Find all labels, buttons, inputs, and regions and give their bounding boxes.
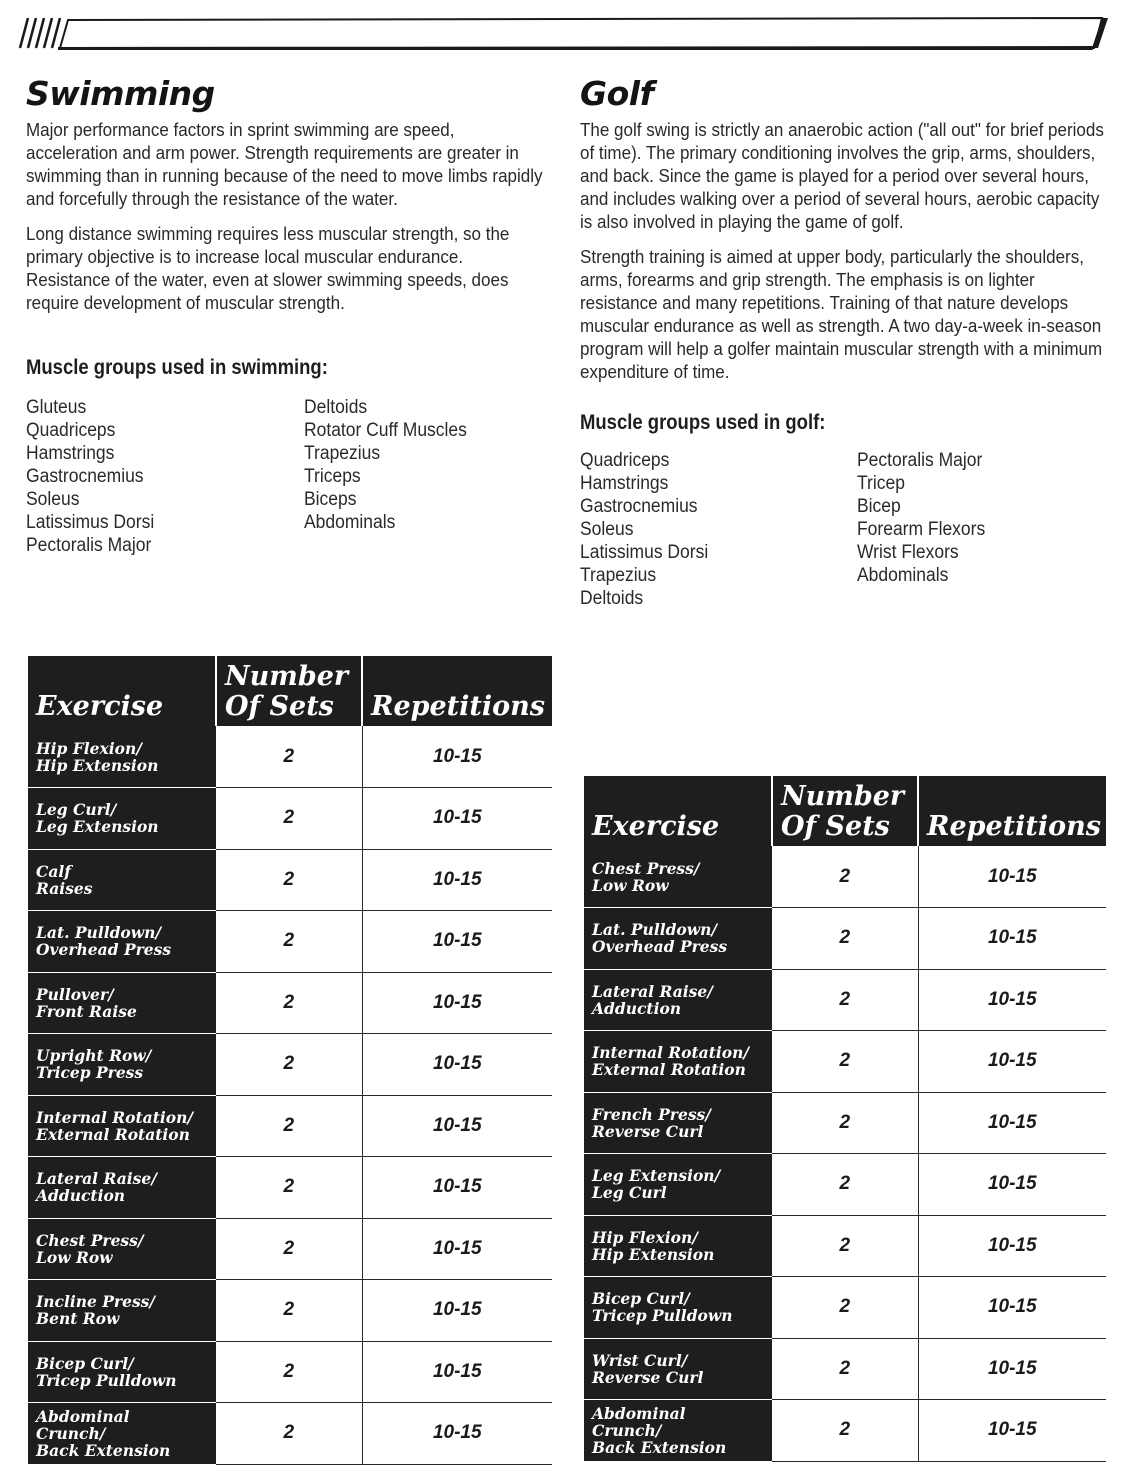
list-item: Deltoids: [580, 588, 644, 609]
list-item: Hamstrings: [580, 473, 669, 494]
header-rule: [18, 14, 1110, 54]
reps-value: 10-15: [918, 1031, 1106, 1093]
exercise-name: [584, 1092, 772, 1154]
table-row: [584, 1092, 1106, 1154]
golf-title: Golf: [580, 74, 654, 113]
reps-value: 10-15: [362, 911, 552, 973]
exercise-name: [28, 911, 216, 973]
exercise-name: [28, 1095, 216, 1157]
reps-value: 10-15: [362, 788, 552, 850]
exercise-name-line: Low Row: [36, 1247, 113, 1267]
table-row: [584, 1154, 1106, 1216]
sets-header: [772, 776, 918, 846]
list-item: Deltoids: [304, 397, 368, 418]
sets-value: 2: [772, 1092, 918, 1154]
reps-value: 10-15: [362, 726, 552, 788]
reps-value: 10-15: [918, 1215, 1106, 1277]
exercise-name-line: Leg Curl: [592, 1183, 667, 1203]
exercise-name: [584, 1400, 772, 1462]
exercise-name: [28, 1280, 216, 1342]
exercise-name-line: Bent Row: [36, 1309, 120, 1329]
exercise-name-line: Adduction: [592, 998, 682, 1018]
golf-section: [580, 74, 1108, 610]
list-item: Tricep: [857, 473, 905, 494]
swimming-title: Swimming: [26, 74, 215, 113]
sets-value: 2: [772, 1154, 918, 1216]
table-row: [28, 1095, 552, 1157]
exercise-header: Exercise: [584, 776, 772, 846]
sets-value: 2: [216, 726, 362, 788]
table-row: [584, 969, 1106, 1031]
table-row: [28, 1034, 552, 1096]
reps-value: 10-15: [918, 908, 1106, 970]
exercise-name-line: External Rotation: [36, 1124, 190, 1144]
table-row: [28, 1341, 552, 1403]
reps-value: 10-15: [918, 969, 1106, 1031]
exercise-name-line: Overhead Press: [592, 937, 728, 957]
exercise-name-line: Crunch/: [36, 1423, 106, 1443]
reps-value: 10-15: [362, 1095, 552, 1157]
sets-value: 2: [216, 849, 362, 911]
exercise-name: [28, 1403, 216, 1465]
exercise-name-line: Hip Flexion/: [36, 738, 142, 758]
golf-table-body: [584, 846, 1106, 1461]
list-item: Gastrocnemius: [580, 496, 698, 517]
exercise-name-line: Internal Rotation/: [592, 1043, 750, 1063]
sets-header-line2: Of Sets: [781, 811, 890, 842]
list-item: Quadriceps: [580, 450, 670, 471]
sets-value: 2: [216, 1218, 362, 1280]
reps-value: 10-15: [918, 1400, 1106, 1462]
exercise-name-line: Overhead Press: [36, 940, 172, 960]
table-row: [28, 911, 552, 973]
golf-muscles-heading: Muscle groups used in golf:: [580, 411, 826, 434]
reps-value: 10-15: [918, 1154, 1106, 1216]
list-item: Soleus: [580, 519, 634, 540]
list-item: Gluteus: [26, 397, 87, 418]
exercise-name-line: Abdominal: [36, 1406, 130, 1426]
exercise-name-line: Tricep Pulldown: [592, 1306, 733, 1326]
swimming-section: [26, 74, 546, 557]
table-row: [28, 972, 552, 1034]
table-row: [584, 1277, 1106, 1339]
table-row: [28, 849, 552, 911]
swimming-paragraph-1: Major performance factors in sprint swimming are speed, acceleration and arm power. Strength requirements are greater in swimming than in running because of the need to move limbs rapidly and forcefully through the resistance of the water.: [26, 119, 543, 209]
exercise-name: [584, 969, 772, 1031]
exercise-name-line: Pullover/: [36, 984, 114, 1004]
golf-muscle-list: [580, 449, 1108, 610]
list-item: Trapezius: [304, 443, 381, 464]
reps-value: 10-15: [362, 849, 552, 911]
list-item: Abdominals: [857, 565, 949, 586]
list-item: Bicep: [857, 496, 901, 517]
reps-header: Repetitions: [362, 656, 552, 726]
sets-value: 2: [772, 1338, 918, 1400]
sets-value: 2: [772, 1215, 918, 1277]
exercise-name-line: Chest Press/: [36, 1230, 144, 1250]
sets-value: 2: [772, 908, 918, 970]
list-item: Rotator Cuff Muscles: [304, 420, 467, 441]
exercise-header: Exercise: [28, 656, 216, 726]
reps-value: 10-15: [918, 1338, 1106, 1400]
exercise-name-line: Internal Rotation/: [36, 1107, 194, 1127]
exercise-name-line: Reverse Curl: [592, 1121, 704, 1141]
table-row: [584, 1215, 1106, 1277]
exercise-name-line: Back Extension: [592, 1437, 727, 1457]
table-row: [28, 1280, 552, 1342]
exercise-name-line: Calf: [36, 861, 71, 881]
list-item: Hamstrings: [26, 443, 115, 464]
table-row: [584, 1338, 1106, 1400]
exercise-name: [28, 726, 216, 788]
table-row: [28, 1403, 552, 1465]
reps-value: 10-15: [362, 1034, 552, 1096]
exercise-name-line: Upright Row/: [36, 1046, 152, 1066]
reps-value: 10-15: [362, 1341, 552, 1403]
reps-value: 10-15: [362, 972, 552, 1034]
table-row: [28, 788, 552, 850]
exercise-name-line: Leg Extension/: [592, 1166, 721, 1186]
exercise-name: [584, 1154, 772, 1216]
table-row: [584, 1400, 1106, 1462]
reps-value: 10-15: [918, 1092, 1106, 1154]
exercise-name: [28, 1157, 216, 1219]
exercise-name: [584, 1338, 772, 1400]
sets-value: 2: [216, 1034, 362, 1096]
swimming-muscles-heading: Muscle groups used in swimming:: [26, 356, 328, 379]
golf-paragraph-2: Strength training is aimed at upper body, particularly the shoulders, arms, forearms and grip strength. The emphasis is on lighter resistance and many repetitions. Training of that nature develops muscular endurance as well as strength. A two day-a-week in-season program will help a golfer maintain muscular strength with a minimum expenditure of time.: [580, 246, 1103, 382]
exercise-name-line: Lat. Pulldown/: [36, 923, 162, 943]
list-item: Abdominals: [304, 512, 396, 533]
exercise-name: [28, 1218, 216, 1280]
list-item: Gastrocnemius: [26, 466, 144, 487]
exercise-name: [28, 849, 216, 911]
exercise-name-line: Hip Flexion/: [592, 1227, 698, 1247]
table-row: [584, 908, 1106, 970]
table-row: [28, 1157, 552, 1219]
sets-value: 2: [216, 972, 362, 1034]
reps-value: 10-15: [362, 1403, 552, 1465]
exercise-name-line: External Rotation: [592, 1060, 746, 1080]
list-item: Trapezius: [580, 565, 657, 586]
list-item: Wrist Flexors: [857, 542, 959, 563]
swimming-muscles-col1: [26, 396, 304, 557]
sets-value: 2: [772, 846, 918, 908]
exercise-name-line: Crunch/: [592, 1420, 662, 1440]
table-header-row: [28, 656, 552, 726]
exercise-name: [584, 1031, 772, 1093]
exercise-name-line: Bicep Curl/: [36, 1353, 134, 1373]
exercise-name: [584, 908, 772, 970]
list-item: Biceps: [304, 489, 357, 510]
exercise-name-line: Raises: [36, 878, 93, 898]
list-item: Latissimus Dorsi: [580, 542, 709, 563]
exercise-name: [28, 1034, 216, 1096]
list-item: Latissimus Dorsi: [26, 512, 155, 533]
exercise-name-line: French Press/: [592, 1104, 711, 1124]
sets-value: 2: [772, 1031, 918, 1093]
reps-value: 10-15: [918, 846, 1106, 908]
sets-value: 2: [216, 911, 362, 973]
reps-value: 10-15: [918, 1277, 1106, 1339]
swimming-muscle-list: [26, 396, 546, 557]
sets-header-line1: Number: [225, 661, 349, 692]
table-row: [28, 726, 552, 788]
exercise-name: [28, 972, 216, 1034]
swimming-exercise-table: [28, 656, 552, 1465]
golf-paragraph-1: The golf swing is strictly an anaerobic action ("all out" for brief periods of time). The primary conditioning involves the grip, arms, shoulders, and back. Since the game is played for a period over several hours, and includes walking over a period of several hours, aerobic capacity is also involved in playing the game of golf.: [580, 119, 1104, 232]
exercise-name-line: Lateral Raise/: [592, 981, 713, 1001]
sets-value: 2: [772, 1277, 918, 1339]
exercise-name: [584, 1277, 772, 1339]
table-header-row: [584, 776, 1106, 846]
sets-value: 2: [772, 969, 918, 1031]
list-item: Soleus: [26, 489, 80, 510]
reps-value: 10-15: [362, 1218, 552, 1280]
golf-exercise-table: [584, 776, 1106, 1462]
exercise-name-line: Hip Extension: [36, 755, 159, 775]
exercise-name-line: Tricep Pulldown: [36, 1370, 177, 1390]
swimming-muscles-col2: [304, 396, 481, 557]
exercise-name-line: Leg Extension: [36, 817, 159, 837]
list-item: Pectoralis Major: [26, 535, 152, 556]
exercise-name-line: Tricep Press: [36, 1063, 144, 1083]
sets-value: 2: [216, 788, 362, 850]
exercise-name-line: Adduction: [36, 1186, 126, 1206]
table-row: [584, 846, 1106, 908]
sets-header-line1: Number: [781, 781, 905, 812]
exercise-name: [584, 1215, 772, 1277]
exercise-name-line: Wrist Curl/: [592, 1350, 688, 1370]
exercise-name-line: Lat. Pulldown/: [592, 920, 718, 940]
reps-value: 10-15: [362, 1280, 552, 1342]
exercise-name-line: Lateral Raise/: [36, 1169, 157, 1189]
sets-value: 2: [216, 1157, 362, 1219]
exercise-name: [28, 1341, 216, 1403]
exercise-name-line: Leg Curl/: [36, 800, 117, 820]
sets-value: 2: [216, 1403, 362, 1465]
exercise-name-line: Front Raise: [36, 1001, 137, 1021]
sets-value: 2: [216, 1341, 362, 1403]
swimming-table-body: [28, 726, 552, 1464]
exercise-name-line: Incline Press/: [36, 1292, 156, 1312]
list-item: Triceps: [304, 466, 361, 487]
sets-header-line2: Of Sets: [225, 691, 334, 722]
reps-header: Repetitions: [918, 776, 1106, 846]
exercise-name-line: Bicep Curl/: [592, 1289, 690, 1309]
sets-header: [216, 656, 362, 726]
exercise-name-line: Low Row: [592, 875, 669, 895]
sets-value: 2: [216, 1095, 362, 1157]
reps-value: 10-15: [362, 1157, 552, 1219]
exercise-name-line: Hip Extension: [592, 1244, 715, 1264]
exercise-name-line: Back Extension: [36, 1440, 171, 1460]
exercise-name: [28, 788, 216, 850]
swimming-paragraph-2: Long distance swimming requires less muscular strength, so the primary objective is to increase local muscular endurance. Resistance of the water, even at slower swimming speeds, does require development of muscular strength.: [26, 223, 510, 313]
list-item: Quadriceps: [26, 420, 116, 441]
exercise-name-line: Reverse Curl: [592, 1367, 704, 1387]
table-row: [584, 1031, 1106, 1093]
sets-value: 2: [772, 1400, 918, 1462]
exercise-name-line: Abdominal: [592, 1403, 686, 1423]
list-item: Forearm Flexors: [857, 519, 986, 540]
sets-value: 2: [216, 1280, 362, 1342]
exercise-name: [584, 846, 772, 908]
exercise-name-line: Chest Press/: [592, 858, 700, 878]
table-row: [28, 1218, 552, 1280]
golf-muscles-col1: [580, 449, 857, 610]
list-item: Pectoralis Major: [857, 450, 983, 471]
golf-muscles-col2: [857, 449, 996, 610]
